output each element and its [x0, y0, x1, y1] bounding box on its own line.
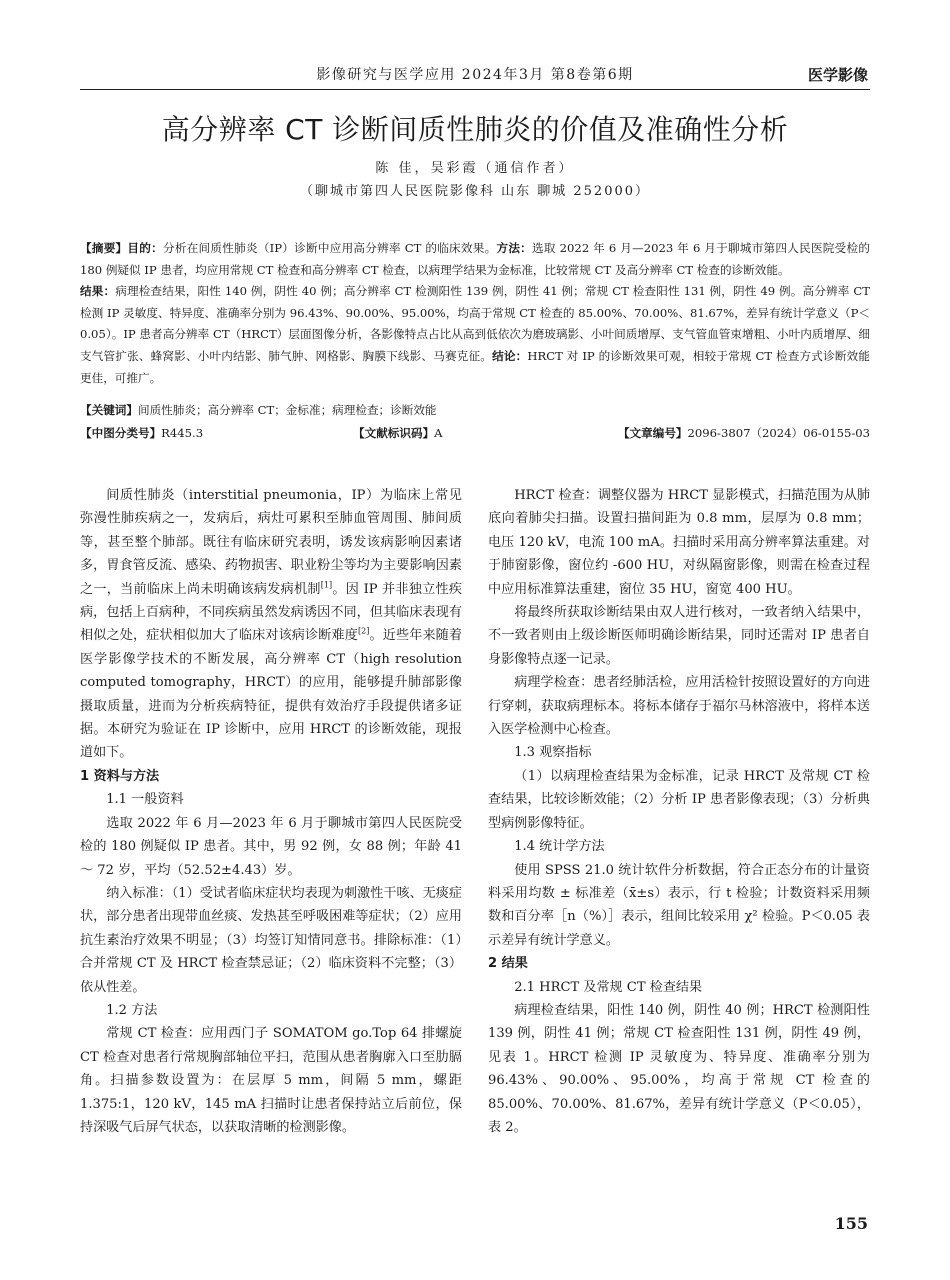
heading-1-1: 1.1 一般资料 [106, 792, 184, 808]
statistics-paragraph: 使用 SPSS 21.0 统计软件分析数据，符合正态分布的计量资料采用均数 ± 标准差（x̄±s）表示，行 t 检验；计数资料采用频数和百分率［n（%）］表示，组间比较采用 χ² 检验。P＜0.05 表示差异有统计学意义。 [488, 862, 870, 948]
intro-text-3: 。近些年来随着医学影像学技术的不断发展，高分辨率 CT（high resolution computed tomography，HRCT）的应用，能够提升肺部影像摄取质量，进而为分析疾病特征，提供有效治疗手段提供诸多证据。本研究为验证在 IP 诊断中，应用 HRCT 的诊断效能，现报道如下。 [80, 628, 463, 761]
methods-label: 方法： [496, 241, 533, 255]
heading-1-2: 1.2 方法 [106, 1002, 158, 1018]
heading-2-1: 2.1 HRCT 及常规 CT 检查结果 [514, 979, 703, 995]
results-label: 结果： [80, 284, 116, 299]
citation-1[interactable]: [1] [320, 580, 333, 590]
hrct-paragraph: HRCT 检查：调整仪器为 HRCT 显影模式，扫描范围为从肺底向着肺尖扫描。设置扫描间距为 0.8 mm，层厚为 0.8 mm；电压 120 kV，电流 100 mA。扫描时采用高分辨率算法重建。对于肺窗影像，窗位约 -600 HU，对纵隔窗影像，则需在检查过程中应用标准算法重建，窗位 35 HU，窗宽 400 HU。 [488, 488, 870, 597]
keywords-label: 【关键词】 [80, 403, 138, 417]
keywords [80, 400, 870, 422]
clc-label: 【中图分类号】 [80, 426, 162, 440]
ct-paragraph: 常规 CT 检查：应用西门子 SOMATOM go.Top 64 排螺旋 CT 检查对患者行常规胸部轴位平扫，范围从患者胸廓入口至肋膈角。扫描参数设置为：在层厚 5 mm，间隔 5 mm，螺距 1.375:1，120 kV，145 mA 扫描时让患者保持站立后前位，保持深吸气后屏气状态，以获取清晰的检测影像。 [80, 1026, 462, 1135]
conclusion-text: HRCT 对 IP 的诊断效果可观，相较于常规 CT 检查方式诊断效能更佳，可推广。 [80, 348, 870, 385]
doc-code-field [353, 423, 443, 445]
header-rule [80, 89, 870, 90]
article-title: 高分辨率 CT 诊断间质性肺炎的价值及准确性分析 [161, 113, 789, 146]
results-paragraph: 病理检查结果，阳性 140 例，阴性 40 例；HRCT 检测阳性 139 例，阴性 41 例；常规 CT 检查阳性 131 例，阴性 49 例，见表 1。HRCT 检测 IP 灵敏度为、特异度、准确率分别为 96.43%、90.00%、95.00%，均高于常规 CT 检查的 85.00%、70.00%、81.67%，差异有统计学意义（P＜0.05），表 2。 [488, 1002, 870, 1135]
results-text: 病理检查结果，阳性 140 例，阴性 40 例；高分辨率 CT 检测阳性 139 例，阴性 41 例；常规 CT 检查阳性 131 例，阴性 49 例。高分辨率 CT 检测 IP 灵敏度、特异度、准确率分别为 96.43%、90.00%、95.00%，均高于常规 CT 检查的 85.00%、70.00%、81.67%，差异有统计学意义（P＜0.05）。IP 患者高分辨率 CT（HRCT）层面图像分析，各影像特点占比从高到低依次为磨玻璃影、小叶间质增厚、支气管血管束增粗、小叶内质增厚、细支气管扩张、蜂窝影、小叶内结影、肺气肿、网格影、胸膜下线影、马赛克征。 [80, 284, 870, 363]
doc-code-value: A [434, 426, 443, 440]
abstract-label: 【摘要】 [80, 241, 128, 255]
general-paragraph: 选取 2022 年 6 月—2023 年 6 月于聊城市第四人民医院受检的 180 例疑似 IP 患者。其中，男 92 例，女 88 例；年龄 41 ～ 72 岁，平均（52.52±4.43）岁。 [80, 815, 462, 878]
abstract [80, 238, 870, 389]
page-number: 155 [834, 1214, 868, 1233]
article-number-field [618, 423, 870, 445]
section-label: 医学影像 [807, 66, 868, 84]
clc-field [80, 426, 203, 440]
objective-text: 分析在间质性肺炎（IP）诊断中应用高分辨率 CT 的临床效果。 [162, 241, 497, 255]
intro-paragraph [80, 484, 462, 765]
citation-2[interactable]: [2] [358, 627, 370, 637]
heading-1-3: 1.3 观察指标 [514, 745, 592, 761]
article-meta [80, 423, 870, 445]
body-column-right [488, 484, 870, 1139]
journal-header: 影像研究与医学应用 2024年3月 第8卷第6期 [316, 67, 634, 83]
pathology-paragraph: 病理学检查：患者经肺活检，应用活检针按照设置好的方向进行穿刺，获取病理标本。将标本储存于福尔马林溶液中，将样本送入医学检测中心检查。 [488, 675, 870, 738]
objective-label: 目的： [127, 241, 163, 255]
keywords-text: 间质性肺炎；高分辨率 CT；金标准；病理检查；诊断效能 [137, 403, 437, 417]
intro-text-1: 间质性肺炎（interstitial pneumonia，IP）为临床上常见弥漫性肺疾病之一，发病后，病灶可累积至肺血管周围、肺间质等，甚至整个肺部。既往有临床研究表明，诱发该病影响因素诸多，胃食管反流、感染、药物损害、职业粉尘等均为主要影响因素之一，当前临床上尚未明确该病发病机制 [80, 488, 462, 597]
methods-text: 选取 2022 年 6 月—2023 年 6 月于聊城市第四人民医院受检的 180 例疑似 IP 患者，均应用常规 CT 检查和高分辨率 CT 检查，以病理学结果为金标准，比较常规 CT 及高分辨率 CT 检查的诊断效能。 [80, 241, 870, 277]
doc-code-label: 【文献标识码】 [353, 426, 435, 440]
article-number-label: 【文章编号】 [617, 426, 688, 440]
observation-paragraph: （1）以病理检查结果为金标准，记录 HRCT 及常规 CT 检查结果，比较诊断效能；（2）分析 IP 患者影像表现；（3）分析典型病例影像特征。 [488, 768, 870, 831]
clc-value: R445.3 [161, 426, 204, 440]
article-number-value: 2096-3807（2024）06-0155-03 [687, 426, 870, 440]
authors: 陈 佳，吴彩霞（通信作者） [375, 161, 575, 176]
conclusion-label: 结论： [492, 348, 528, 363]
intro-text-2: 。因 IP 并非独立性疾病，包括上百病种，不同疾病虽然发病诱因不同，但其临床表现有相似之处，症状相似加大了临床对该病诊断难度 [80, 581, 463, 644]
affiliation: （聊城市第四人民医院影像科 山东 聊城 252000） [299, 184, 651, 199]
heading-1: 1 资料与方法 [80, 768, 160, 784]
heading-2: 2 结果 [488, 956, 528, 972]
verify-paragraph: 将最终所获取诊断结果由双人进行核对，一致者纳入结果中，不一致者则由上级诊断医师明确诊断结果，同时还需对 IP 患者自身影像特点逐一记录。 [488, 605, 870, 667]
heading-1-4: 1.4 统计学方法 [514, 839, 605, 855]
criteria-paragraph: 纳入标准：（1）受试者临床症状均表现为刺激性干咳、无痰症状，部分患者出现带血丝痰、发热甚至呼吸困难等症状；（2）应用抗生素治疗效果不明显；（3）均签订知情同意书。排除标准：（1）合并常规 CT 及 HRCT 检查禁忌证；（2）临床资料不完整；（3）依从性差。 [80, 885, 462, 995]
body-column-left [80, 484, 462, 1139]
